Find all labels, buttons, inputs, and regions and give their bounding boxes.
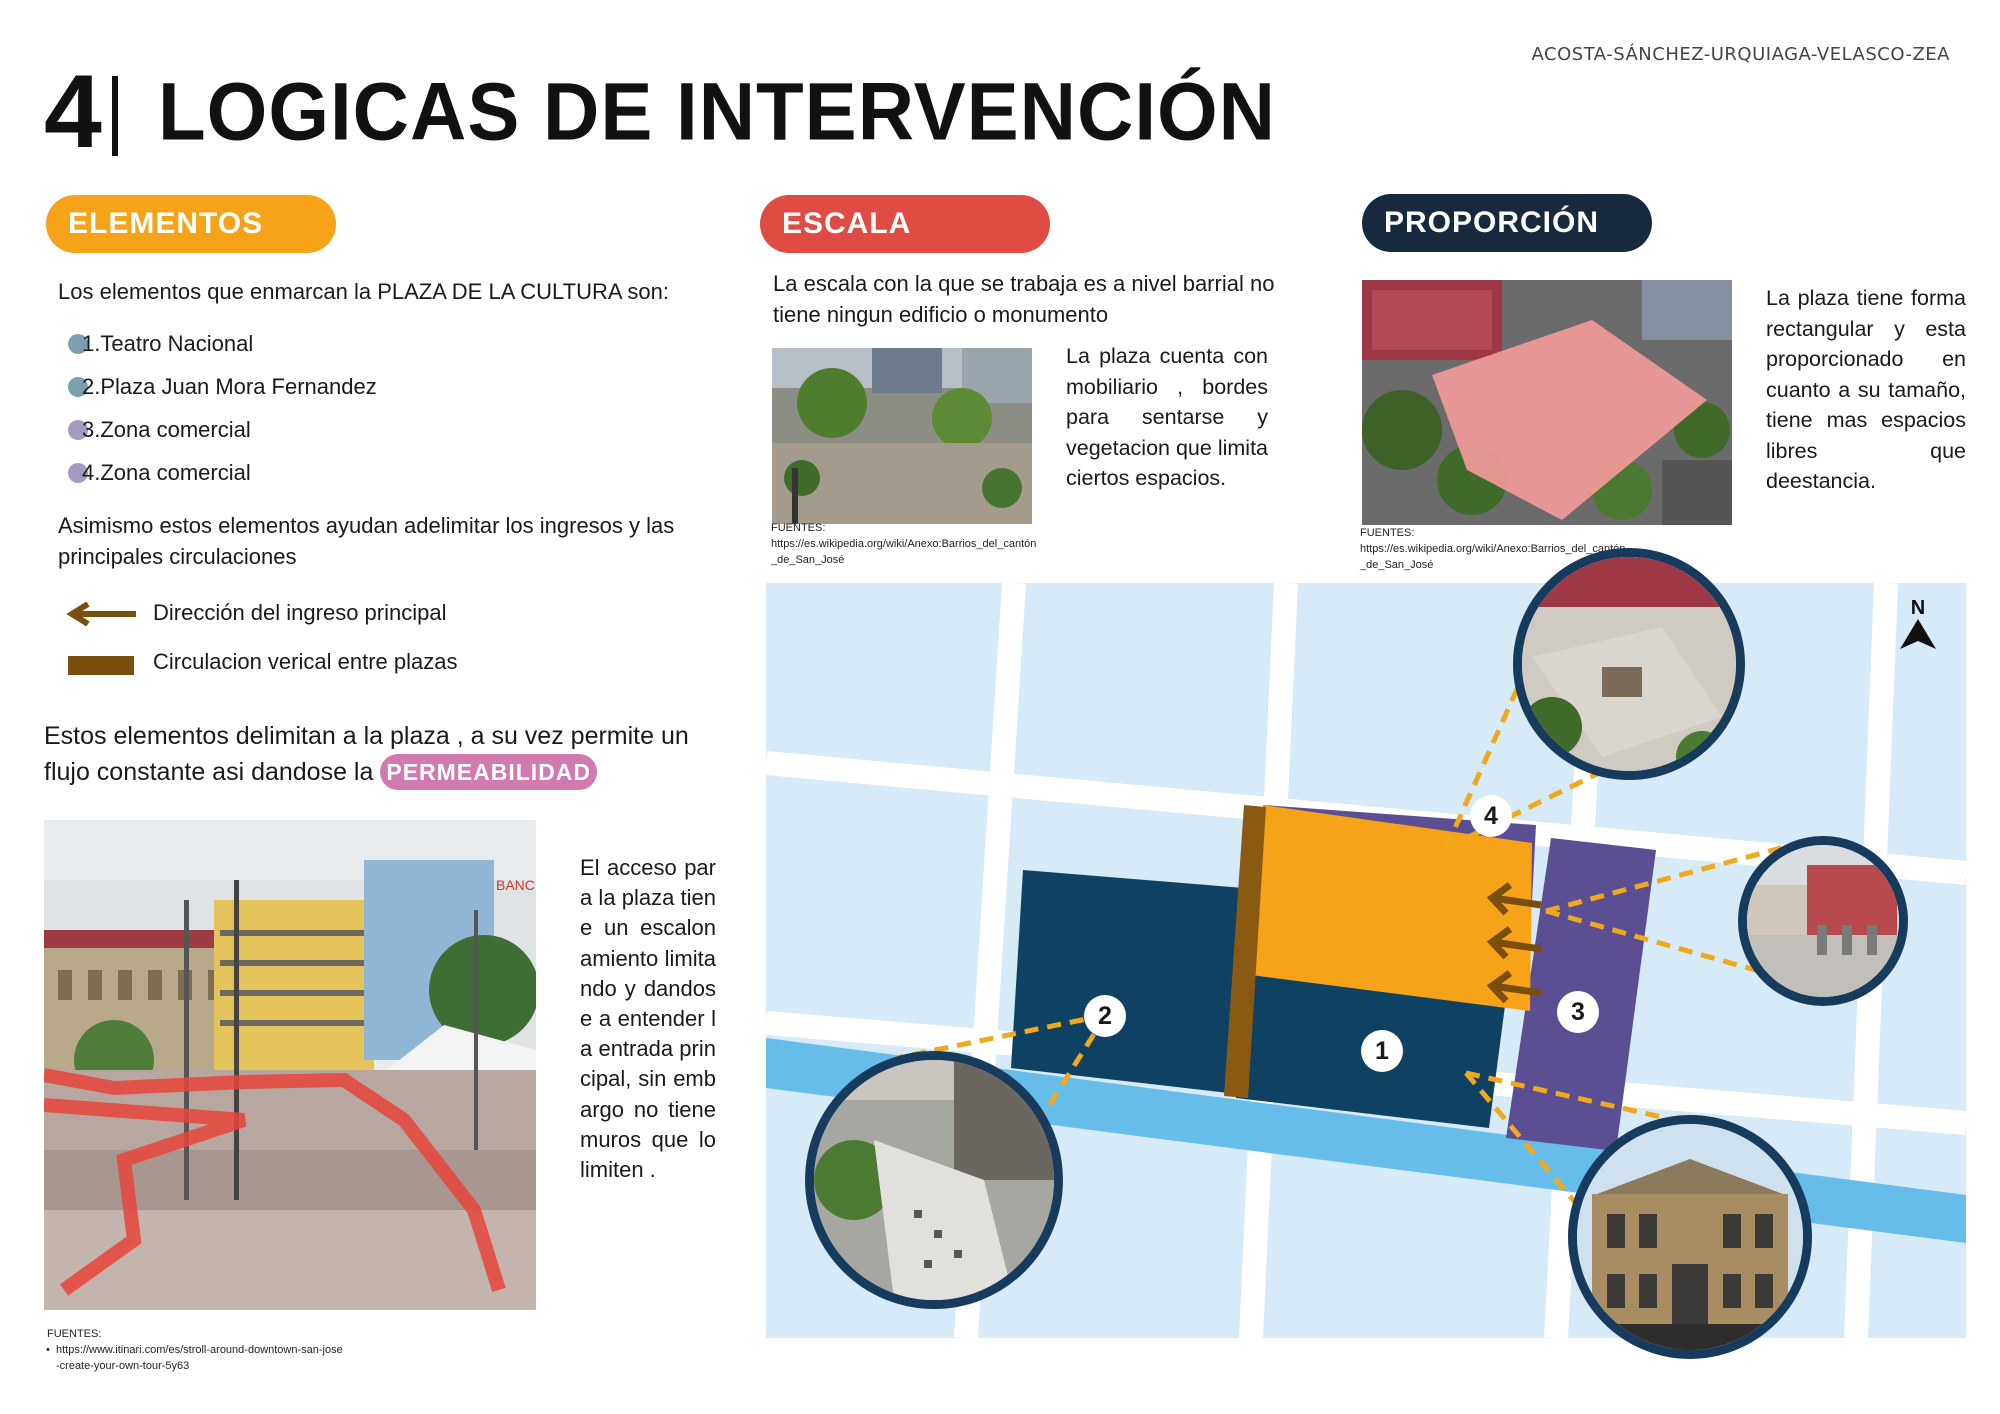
escala-heading: ESCALA	[760, 195, 1050, 253]
list-item-label: Zona comercial	[100, 459, 251, 485]
north-label: N	[1910, 597, 1926, 619]
section-number: 4	[44, 54, 102, 170]
escala-photo	[772, 348, 1032, 524]
asimismo-text: Asimismo estos elementos ayudan adelimitar los ingresos y las principales circulaciones	[58, 513, 675, 569]
plaza-juan-mora-illustration	[814, 1060, 1054, 1300]
list-item-number: 4.	[82, 459, 101, 485]
map-marker-4[interactable]: 4	[1470, 795, 1512, 837]
escala-body: La plaza cuenta con mobiliario , bordes para sentarse y vegetacion que limita ciertos espacios.	[1066, 344, 1268, 490]
proporcion-aerial-photo	[1362, 280, 1732, 525]
proporcion-body: La plaza tiene forma rectangular y esta proporcionado en cuanto a su tamaño, tiene mas espacios libres que deestancia.	[1766, 286, 1966, 493]
delimit-paragraph	[44, 718, 724, 790]
zona-comercial-illustration	[1747, 845, 1899, 997]
list-item	[68, 408, 377, 451]
photo-circle-teatro-nacional	[1568, 1115, 1812, 1359]
list-item	[68, 365, 377, 408]
list-item-number: 1.	[82, 330, 101, 356]
bullet-icon: •	[46, 1344, 50, 1356]
list-item	[68, 322, 377, 365]
list-item-number: 3.	[82, 416, 101, 442]
brown-bar-icon	[68, 656, 134, 675]
fuentes-item-elementos	[46, 1342, 346, 1374]
photo-circle-plaza-aerial	[1513, 548, 1745, 780]
list-item-label: Plaza Juan Mora Fernandez	[100, 373, 377, 399]
photo-circle-plaza-juan-mora	[805, 1051, 1063, 1309]
page-title: LOGICAS DE INTERVENCIÓN	[158, 64, 1277, 158]
list-item	[68, 451, 377, 494]
escala-illustration	[772, 348, 1032, 524]
fuentes-url-elementos: https://www.itinari.com/es/stroll-around-downtown-san-jose-create-your-own-tour-5y63	[56, 1344, 343, 1372]
elementos-list	[68, 322, 377, 494]
proporcion-heading: PROPORCIÓN	[1362, 194, 1652, 252]
plaza-access-illustration	[44, 820, 536, 1310]
authors-line: ACOSTA-SÁNCHEZ-URQUIAGA-VELASCO-ZEA	[1531, 44, 1950, 65]
map-marker-2[interactable]: 2	[1084, 995, 1126, 1037]
proporcion-illustration	[1362, 280, 1732, 525]
map-marker-3[interactable]: 3	[1557, 991, 1599, 1033]
legend-label-ingreso: Dirección del ingreso principal	[153, 600, 447, 625]
plaza-access-photo	[44, 820, 536, 1310]
legend-label-circulacion: Circulacion verical entre plazas	[153, 649, 458, 674]
acceso-paragraph: El acceso para la plaza tiene un escalonamiento limitando y dandose a entender la entrada principal, sin embargo no tiene muros que lo limiten .	[580, 855, 716, 1183]
escala-intro: La escala con la que se trabaja es a nivel barrial no tiene ningun edificio o monumento	[773, 271, 1275, 327]
map-marker-1[interactable]: 1	[1361, 1030, 1403, 1072]
fuentes-url-escala: https://es.wikipedia.org/wiki/Anexo:Barrios_del_cantón_de_San_José	[771, 538, 1037, 566]
elementos-intro: Los elementos que enmarcan la PLAZA DE LA CULTURA son:	[58, 279, 670, 304]
elementos-heading: ELEMENTOS	[46, 195, 336, 253]
plaza-aerial-illustration	[1522, 557, 1736, 771]
teatro-nacional-illustration	[1577, 1124, 1803, 1350]
list-item-label: Teatro Nacional	[100, 330, 254, 356]
list-item-number: 2.	[82, 373, 101, 399]
arrow-left-icon	[66, 602, 138, 626]
fuentes-label-elementos: FUENTES:	[47, 1328, 102, 1340]
fuentes-url-proporcion: https://es.wikipedia.org/wiki/Anexo:Barrios_del_cantón_de_San_José	[1360, 543, 1626, 571]
list-item-label: Zona comercial	[100, 416, 251, 442]
permeabilidad-badge: PERMEABILIDAD	[380, 754, 597, 790]
fuentes-label-proporcion: FUENTES:	[1360, 527, 1415, 539]
title-divider	[112, 76, 118, 156]
svg-text:BANC: BANC	[496, 877, 535, 893]
delimit-text: Estos elementos delimitan a la plaza , a su vez permite un flujo constante asi dandose la	[44, 722, 689, 786]
fuentes-label-escala: FUENTES:	[771, 522, 826, 534]
photo-circle-zona-comercial	[1738, 836, 1908, 1006]
